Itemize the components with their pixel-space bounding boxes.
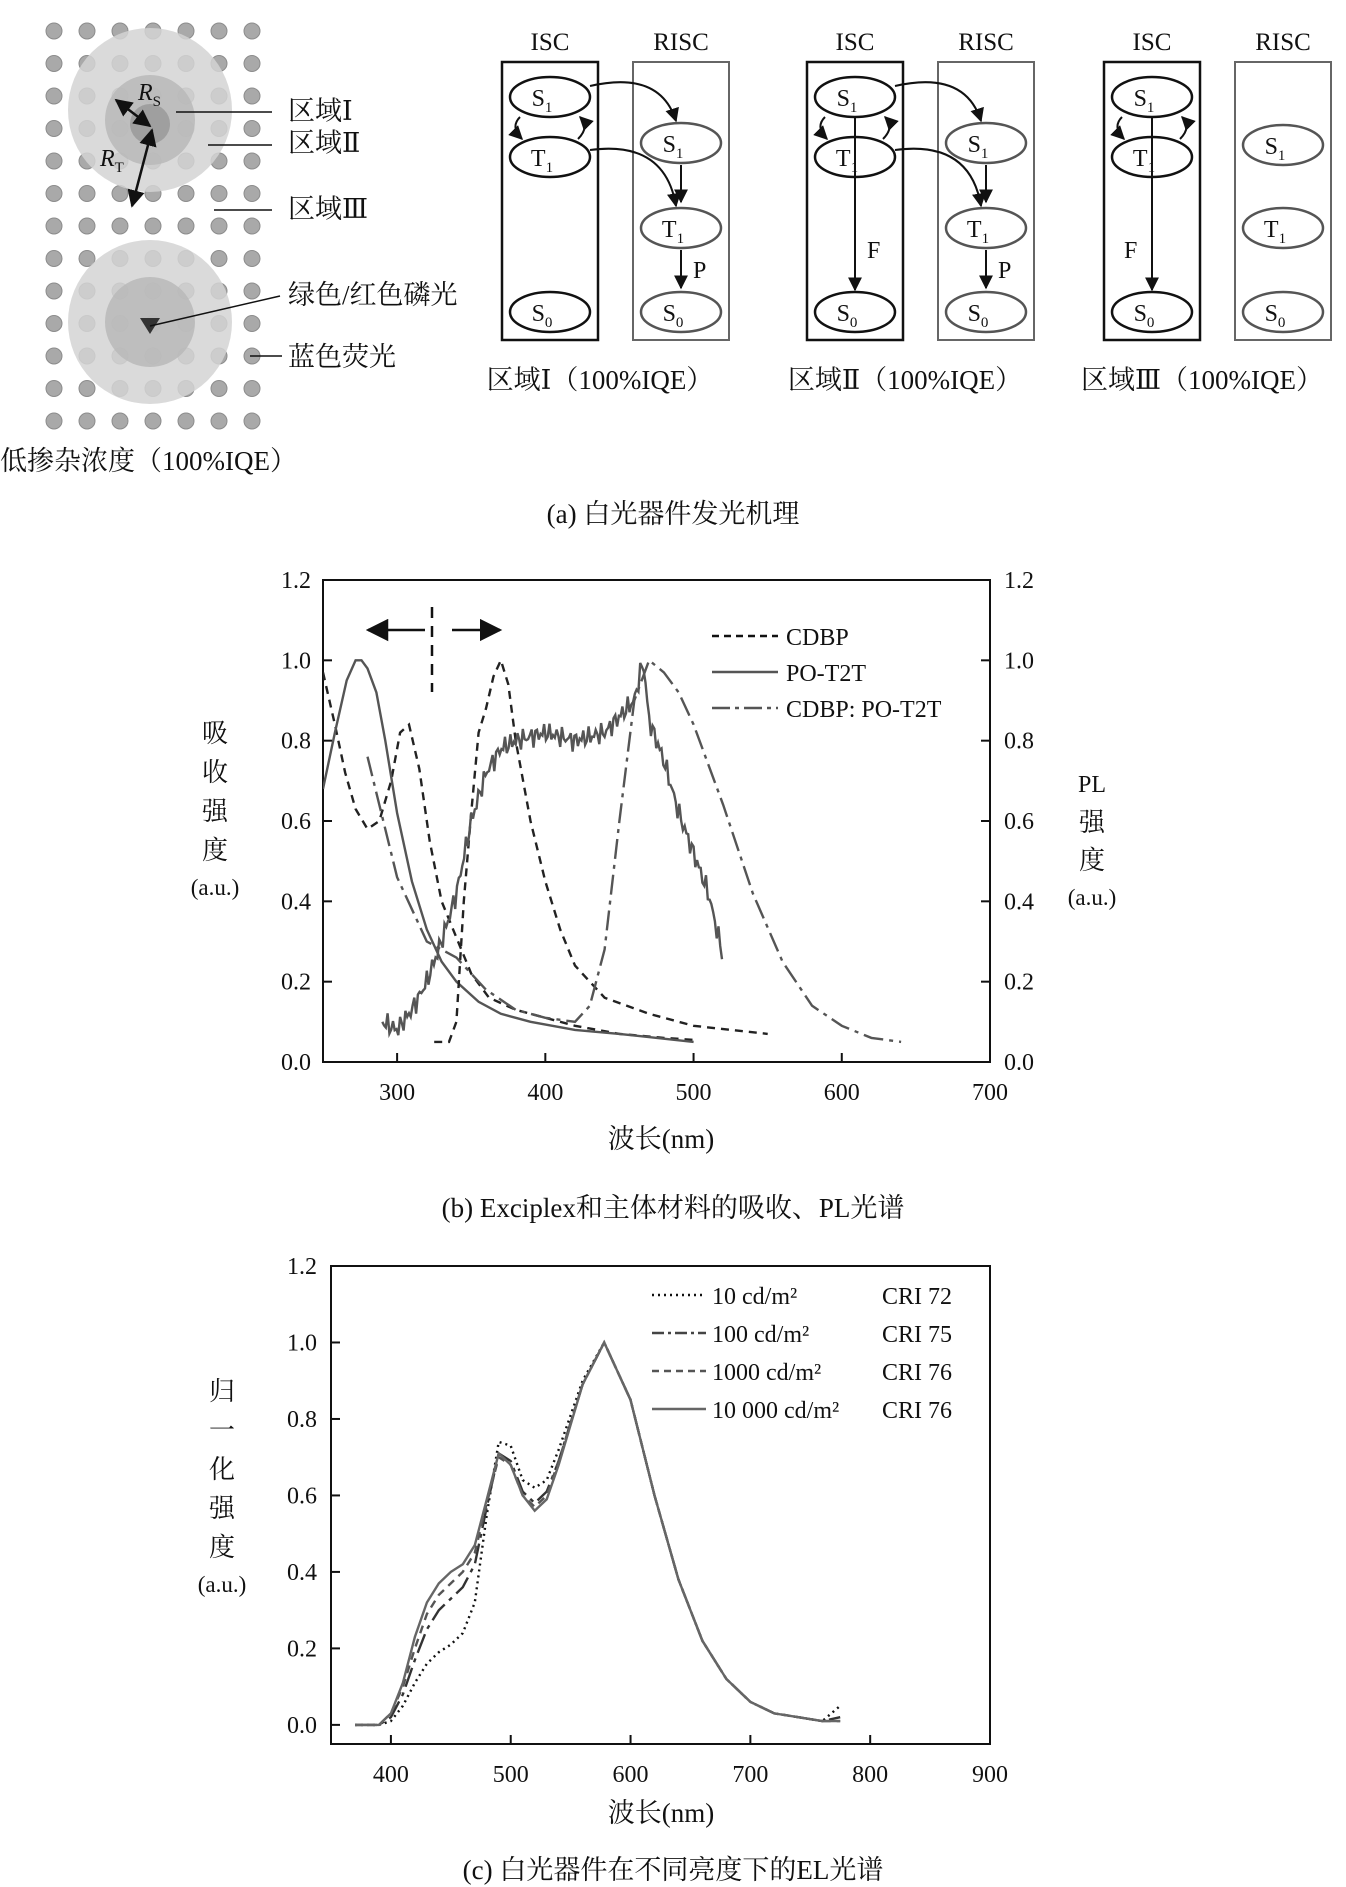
ylabel-char: 强 xyxy=(208,1494,236,1523)
caption-b: (b) Exciplex和主体材料的吸收、PL光谱 xyxy=(441,1193,905,1223)
series-cdbp-pl xyxy=(434,660,768,1042)
legend-cri-100: CRI 75 xyxy=(882,1322,953,1348)
molecule-dot xyxy=(46,121,62,137)
molecule-dot xyxy=(46,186,62,202)
fluorescence-label: 蓝色荧光 xyxy=(288,342,396,372)
t1-risc-label: $T_1$ xyxy=(661,217,685,247)
series-po-t2t-pl xyxy=(382,663,722,1035)
s1-risc-label: $S_1$ xyxy=(967,132,989,162)
series-po-t2t-absorption xyxy=(323,660,694,1042)
x-tick-label: 700 xyxy=(732,1762,769,1788)
s0-isc-label: $S_0$ xyxy=(1133,301,1155,331)
y-tick-label: 0.2 xyxy=(287,1636,317,1663)
ylabel-char: 化 xyxy=(208,1455,236,1484)
molecule-dot xyxy=(46,316,62,332)
y-tick-label: 1.0 xyxy=(287,1330,317,1357)
caption-c: (c) 白光器件在不同亮度下的EL光谱 xyxy=(462,1855,884,1885)
y-tick-label: 1.2 xyxy=(281,568,311,594)
y-tick-label: 1.2 xyxy=(287,1254,317,1280)
y-tick-label: 0.6 xyxy=(287,1483,317,1510)
ylabel-char: 归 xyxy=(208,1377,236,1406)
x-tick-label: 600 xyxy=(612,1762,649,1788)
molecule-dot xyxy=(211,413,227,429)
legend-label-10000: 10 000 cd/m² xyxy=(712,1398,840,1424)
molecule-dot xyxy=(178,186,194,202)
x-tick-label: 700 xyxy=(972,1080,1008,1106)
molecule-dot xyxy=(244,316,260,332)
s0-isc-label: $S_0$ xyxy=(531,301,553,331)
x-tick-label: 500 xyxy=(675,1080,712,1106)
y2-tick-label: 1.2 xyxy=(1004,568,1034,594)
molecule-dot xyxy=(46,23,62,39)
molecule-dot xyxy=(211,186,227,202)
t1-isc-label: $T_1$ xyxy=(835,146,859,176)
low-doping-label: 低掺杂浓度（100%IQE） xyxy=(0,446,297,476)
ylabel-right-char: 强 xyxy=(1078,808,1106,837)
diagram-caption: 区域Ⅰ（100%IQE） xyxy=(486,365,714,395)
isc-header: ISC xyxy=(530,29,570,56)
molecule-dot xyxy=(178,218,194,234)
ylabel-char: 一 xyxy=(208,1416,236,1445)
molecule-dot xyxy=(244,153,260,169)
x-tick-label: 300 xyxy=(379,1080,416,1106)
y-tick-label: 0.0 xyxy=(287,1712,317,1739)
rs-label: $R_S$ xyxy=(138,80,162,110)
ylabel-right-char: 度 xyxy=(1078,846,1106,875)
diagram-caption: 区域Ⅲ（100%IQE） xyxy=(1080,365,1324,395)
s0-risc-label: $S_0$ xyxy=(662,301,684,331)
diagram-zone-3 xyxy=(1081,29,1331,395)
molecule-dot xyxy=(46,381,62,397)
molecule-dot xyxy=(211,251,227,267)
isc-up-arrow xyxy=(578,117,585,139)
chart-b xyxy=(191,568,1117,1154)
isc-down-arrow xyxy=(515,117,522,139)
s1-isc-label: $S_1$ xyxy=(531,86,553,116)
y-tick-label: 0.4 xyxy=(281,889,311,916)
molecule-dot xyxy=(145,413,161,429)
y2-tick-label: 0.8 xyxy=(1004,728,1034,755)
legend-label-cdbp: CDBP xyxy=(786,625,849,651)
y-tick-label: 0.8 xyxy=(287,1406,317,1433)
ylabel-left-char: 吸 xyxy=(201,719,229,748)
molecule-dot xyxy=(79,218,95,234)
t1-isc-label: $T_1$ xyxy=(1132,146,1156,176)
y-tick-label: 0.2 xyxy=(281,969,311,996)
chart-b-legend xyxy=(712,625,942,723)
legend-label-10: 10 cd/m² xyxy=(712,1284,798,1310)
molecule-dot xyxy=(46,153,62,169)
y-tick-label: 1.0 xyxy=(281,648,311,675)
molecule-dot xyxy=(244,56,260,72)
s0-risc-label: $S_0$ xyxy=(967,301,989,331)
y-tick-label: 0.0 xyxy=(281,1050,311,1076)
diagram-caption: 区域Ⅱ（100%IQE） xyxy=(787,365,1023,395)
isc-risc-diagrams xyxy=(487,29,1331,395)
isc-down-arrow xyxy=(1117,117,1124,139)
chart-b-xlabel: 波长(nm) xyxy=(607,1124,715,1154)
phosphorescence-label: 绿色/红色磷光 xyxy=(288,280,458,310)
ylabel-char: 度 xyxy=(208,1533,236,1562)
molecule-dot xyxy=(244,88,260,104)
y2-tick-label: 0.0 xyxy=(1004,1050,1034,1076)
molecule-dot xyxy=(46,88,62,104)
legend-cri-1000: CRI 76 xyxy=(882,1360,953,1386)
isc-header: ISC xyxy=(835,29,875,56)
molecule-dot xyxy=(244,413,260,429)
x-tick-label: 600 xyxy=(823,1080,860,1106)
ylabel-left-char: 度 xyxy=(201,836,229,865)
molecule-dot xyxy=(112,413,128,429)
y2-tick-label: 0.2 xyxy=(1004,969,1034,996)
isc-up-arrow xyxy=(1180,117,1187,139)
t1-isc-label: $T_1$ xyxy=(530,146,554,176)
molecule-dot xyxy=(211,381,227,397)
isc-down-arrow xyxy=(820,117,827,139)
ylabel-left-char: 强 xyxy=(201,797,229,826)
ylabel-unit: (a.u.) xyxy=(197,1572,247,1597)
f-label: F xyxy=(867,238,881,264)
molecule-dot xyxy=(178,413,194,429)
s1-isc-label: $S_1$ xyxy=(1133,86,1155,116)
molecule-dot xyxy=(79,413,95,429)
diagram-zone-1 xyxy=(487,29,729,395)
zone2-label: 区域Ⅱ xyxy=(288,128,361,158)
x-tick-label: 400 xyxy=(527,1080,564,1106)
molecule-dot xyxy=(211,218,227,234)
y2-tick-label: 0.4 xyxy=(1004,889,1034,916)
chart-b-ylabel-left xyxy=(191,719,240,900)
molecule-dot xyxy=(46,218,62,234)
chart-c-legend xyxy=(652,1284,952,1424)
molecule-dot xyxy=(46,56,62,72)
s0-risc-label: $S_0$ xyxy=(1264,301,1286,331)
p-label: P xyxy=(998,258,1012,284)
chart-b-ylabel-right xyxy=(1068,772,1117,910)
zone3-label: 区域Ⅲ xyxy=(288,194,369,224)
y2-tick-label: 0.6 xyxy=(1004,809,1034,835)
molecule-dot xyxy=(244,218,260,234)
legend-label-100: 100 cd/m² xyxy=(712,1322,810,1348)
legend-cri-10: CRI 72 xyxy=(882,1284,953,1310)
molecule-dot xyxy=(244,186,260,202)
molecule-dot xyxy=(79,186,95,202)
s1-isc-label: $S_1$ xyxy=(836,86,858,116)
molecule-dot xyxy=(46,251,62,267)
x-tick-label: 800 xyxy=(852,1762,889,1788)
rt-label: $R_T$ xyxy=(100,146,124,176)
molecule-dot xyxy=(79,23,95,39)
ylabel-left-unit: (a.u.) xyxy=(190,875,240,900)
molecule-dot xyxy=(79,381,95,397)
molecule-dot xyxy=(112,218,128,234)
molecule-dot xyxy=(244,283,260,299)
caption-a: (a) 白光器件发光机理 xyxy=(546,499,800,529)
y-tick-label: 0.4 xyxy=(287,1559,317,1586)
molecule-dot xyxy=(244,251,260,267)
molecule-dot xyxy=(145,218,161,234)
y-tick-label: 0.6 xyxy=(281,809,311,835)
t1-risc-label: $T_1$ xyxy=(1263,217,1287,247)
chart-c xyxy=(198,1254,1008,1828)
ylabel-right-char: PL xyxy=(1077,772,1107,798)
x-tick-label: 900 xyxy=(972,1762,1008,1788)
molecule-dot xyxy=(46,348,62,364)
molecule-dot xyxy=(46,283,62,299)
t1-risc-label: $T_1$ xyxy=(966,217,990,247)
legend-label-exciplex: CDBP: PO-T2T xyxy=(786,697,942,723)
molecule-dot xyxy=(211,23,227,39)
emission-halo-2 xyxy=(68,240,232,404)
molecule-dot xyxy=(244,23,260,39)
risc-header: RISC xyxy=(1255,29,1311,56)
legend-label-1000: 1000 cd/m² xyxy=(712,1360,822,1386)
chart-c-xlabel: 波长(nm) xyxy=(607,1798,715,1828)
zone1-label: 区域Ⅰ xyxy=(288,96,353,126)
legend-label-pot2t: PO-T2T xyxy=(786,661,866,687)
x-tick-label: 400 xyxy=(372,1762,409,1788)
diagram-zone-2 xyxy=(788,29,1034,395)
s1-risc-label: $S_1$ xyxy=(662,132,684,162)
x-tick-label: 500 xyxy=(492,1762,529,1788)
emission-halo-1 xyxy=(68,28,232,192)
s1-risc-label: $S_1$ xyxy=(1264,134,1286,164)
s0-isc-label: $S_0$ xyxy=(836,301,858,331)
molecule-dot xyxy=(244,121,260,137)
series-cdbp-absorption xyxy=(323,672,694,1040)
f-label: F xyxy=(1124,238,1138,264)
legend-cri-10000: CRI 76 xyxy=(882,1398,953,1424)
ylabel-left-char: 收 xyxy=(201,758,229,787)
risc-header: RISC xyxy=(958,29,1014,56)
molecule-dot xyxy=(46,413,62,429)
molecule-dot xyxy=(244,381,260,397)
isc-up-arrow xyxy=(883,117,890,139)
p-label: P xyxy=(693,258,707,284)
chart-c-ylabel xyxy=(198,1377,247,1597)
y-tick-label: 0.8 xyxy=(281,728,311,755)
ylabel-right-unit: (a.u.) xyxy=(1067,885,1117,910)
y2-tick-label: 1.0 xyxy=(1004,648,1034,675)
isc-header: ISC xyxy=(1132,29,1172,56)
risc-header: RISC xyxy=(653,29,709,56)
